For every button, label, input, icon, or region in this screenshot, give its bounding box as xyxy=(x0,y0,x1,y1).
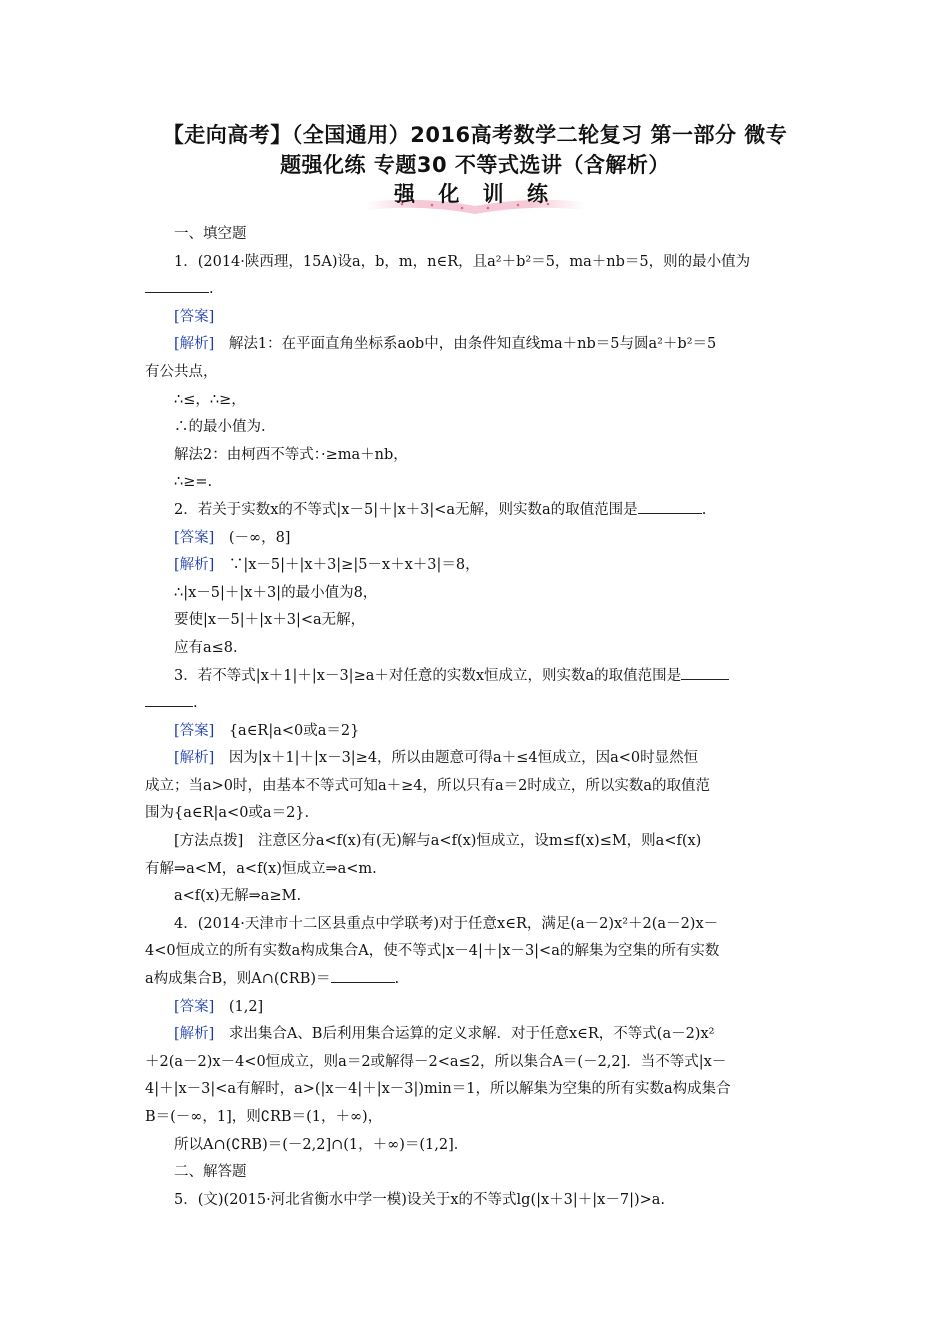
question-3-blank: . xyxy=(145,690,808,718)
question-2: 2．若关于实数x的不等式|x－5|＋|x＋3|<a无解，则实数a的取值范围是 . xyxy=(145,497,808,525)
analysis-2-line-1: [解析] ∵|x－5|＋|x＋3|≥|5－x＋x＋3|＝8， xyxy=(174,557,480,574)
question-5: 5．(文)(2015·河北省衡水中学一模)设关于x的不等式lg(|x＋3|＋|x－7|)>a. xyxy=(174,1191,666,1208)
answer-blank xyxy=(145,692,193,707)
analysis-1-line-6: ∴≥=. xyxy=(174,474,213,491)
answer-4: [答案] (1,2] xyxy=(174,998,264,1015)
answer-blank xyxy=(681,665,729,680)
analysis-1-line-3: ∴≤，∴≥， xyxy=(174,391,246,408)
question-1-blank: . xyxy=(145,276,808,304)
analysis-1-line-5: 解法2：由柯西不等式：·≥ma＋nb， xyxy=(174,446,408,463)
answer-blank xyxy=(638,499,702,514)
answer-tag: [答案] xyxy=(174,308,215,325)
title-line-2: 题强化练 专题30 不等式选讲（含解析） xyxy=(280,153,670,177)
answer-3: [答案] {a∈R|a<0或a＝2} xyxy=(174,722,360,739)
section-banner xyxy=(362,172,588,216)
answer-blank xyxy=(145,278,209,293)
method-tip-line-1: [方法点拨] 注意区分a<f(x)有(无)解与a<f(x)恒成立，设m≤f(x)≤M，则a<f(x) xyxy=(174,833,702,850)
answer-blank xyxy=(331,968,395,983)
analysis-4-line-1: [解析] 求出集合A、B后利用集合运算的定义求解．对于任意x∈R，不等式(a－2)x² xyxy=(174,1026,715,1043)
analysis-4-line-2: ＋2(a－2)x－4<0恒成立，则a＝2或解得－2<a≤2，所以集合A＝(－2,2]．当不等式|x－ xyxy=(145,1053,727,1070)
answer-1 xyxy=(145,304,808,332)
question-3: 3．若不等式|x＋1|＋|x－3|≥a＋对任意的实数x恒成立，则实数a的取值范围是 xyxy=(145,663,808,691)
analysis-2-line-2: ∴|x－5|＋|x＋3|的最小值为8， xyxy=(174,584,378,601)
question-4-line-3: a构成集合B，则A∩(∁RB)＝ . xyxy=(145,966,808,994)
analysis-4-line-4: B＝(－∞，1]，则∁RB＝(1，＋∞)， xyxy=(145,1109,383,1125)
banner-title: 强 化 训 练 xyxy=(394,182,556,206)
method-tip-line-3: a<f(x)无解⇒a≥M. xyxy=(174,888,302,905)
analysis-4-line-5: 所以A∩(∁RB)＝(－2,2]∩(1，＋∞)＝(1,2]． xyxy=(174,1136,469,1153)
question-4-line-2: 4<0恒成立的所有实数a构成集合A，使不等式|x－4|＋|x－3|<a的解集为空集的所有实数 xyxy=(145,943,720,960)
question-1: 1．(2014·陕西理，15A)设a，b，m，n∈R，且a²＋b²＝5，ma＋nb＝5，则的最小值为 xyxy=(174,253,751,270)
analysis-2-line-3: 要使|x－5|＋|x＋3|<a无解， xyxy=(174,612,366,629)
analysis-1-line-4: ∴的最小值为. xyxy=(174,419,266,436)
analysis-3-line-3: 围为{a∈R|a<0或a＝2}. xyxy=(145,805,310,822)
section-heading-fill-blank: 一、填空题 xyxy=(174,226,247,242)
analysis-2-line-4: 应有a≤8. xyxy=(174,639,238,656)
analysis-1-line-1: [解析] 解法1：在平面直角坐标系aob中，由条件知直线ma＋nb＝5与圆a²＋b²＝5 xyxy=(174,336,717,353)
analysis-4-line-3: 4|＋|x－3|<a有解时，a>(|x－4|＋|x－3|)min＝1，所以解集为空集的所有实数a构成集合 xyxy=(145,1081,731,1098)
document-body xyxy=(145,221,808,1214)
method-tip-line-2: 有解⇒a<M，a<f(x)恒成立⇒a<m. xyxy=(145,860,377,877)
title-line-1: 【走向高考】（全国通用）2016高考数学二轮复习 第一部分 微专 xyxy=(162,123,788,147)
answer-2: [答案] (－∞，8] xyxy=(174,529,291,546)
analysis-1-line-2: 有公共点， xyxy=(145,363,218,380)
document-title xyxy=(80,120,870,180)
question-4-line-1: 4．(2014·天津市十二区县重点中学联考)对于任意x∈R，满足(a－2)x²＋2(a－2)x－ xyxy=(174,915,719,932)
section-heading-answer: 二、解答题 xyxy=(174,1164,247,1181)
analysis-3-line-1: [解析] 因为|x＋1|＋|x－3|≥4，所以由题意可得a＋≤4恒成立，因a<0时显然恒 xyxy=(174,750,699,767)
analysis-3-line-2: 成立；当a>0时，由基本不等式可知a＋≥4，所以只有a＝2时成立，所以实数a的取值范 xyxy=(145,777,711,794)
analysis-tag: [解析] xyxy=(174,336,215,353)
